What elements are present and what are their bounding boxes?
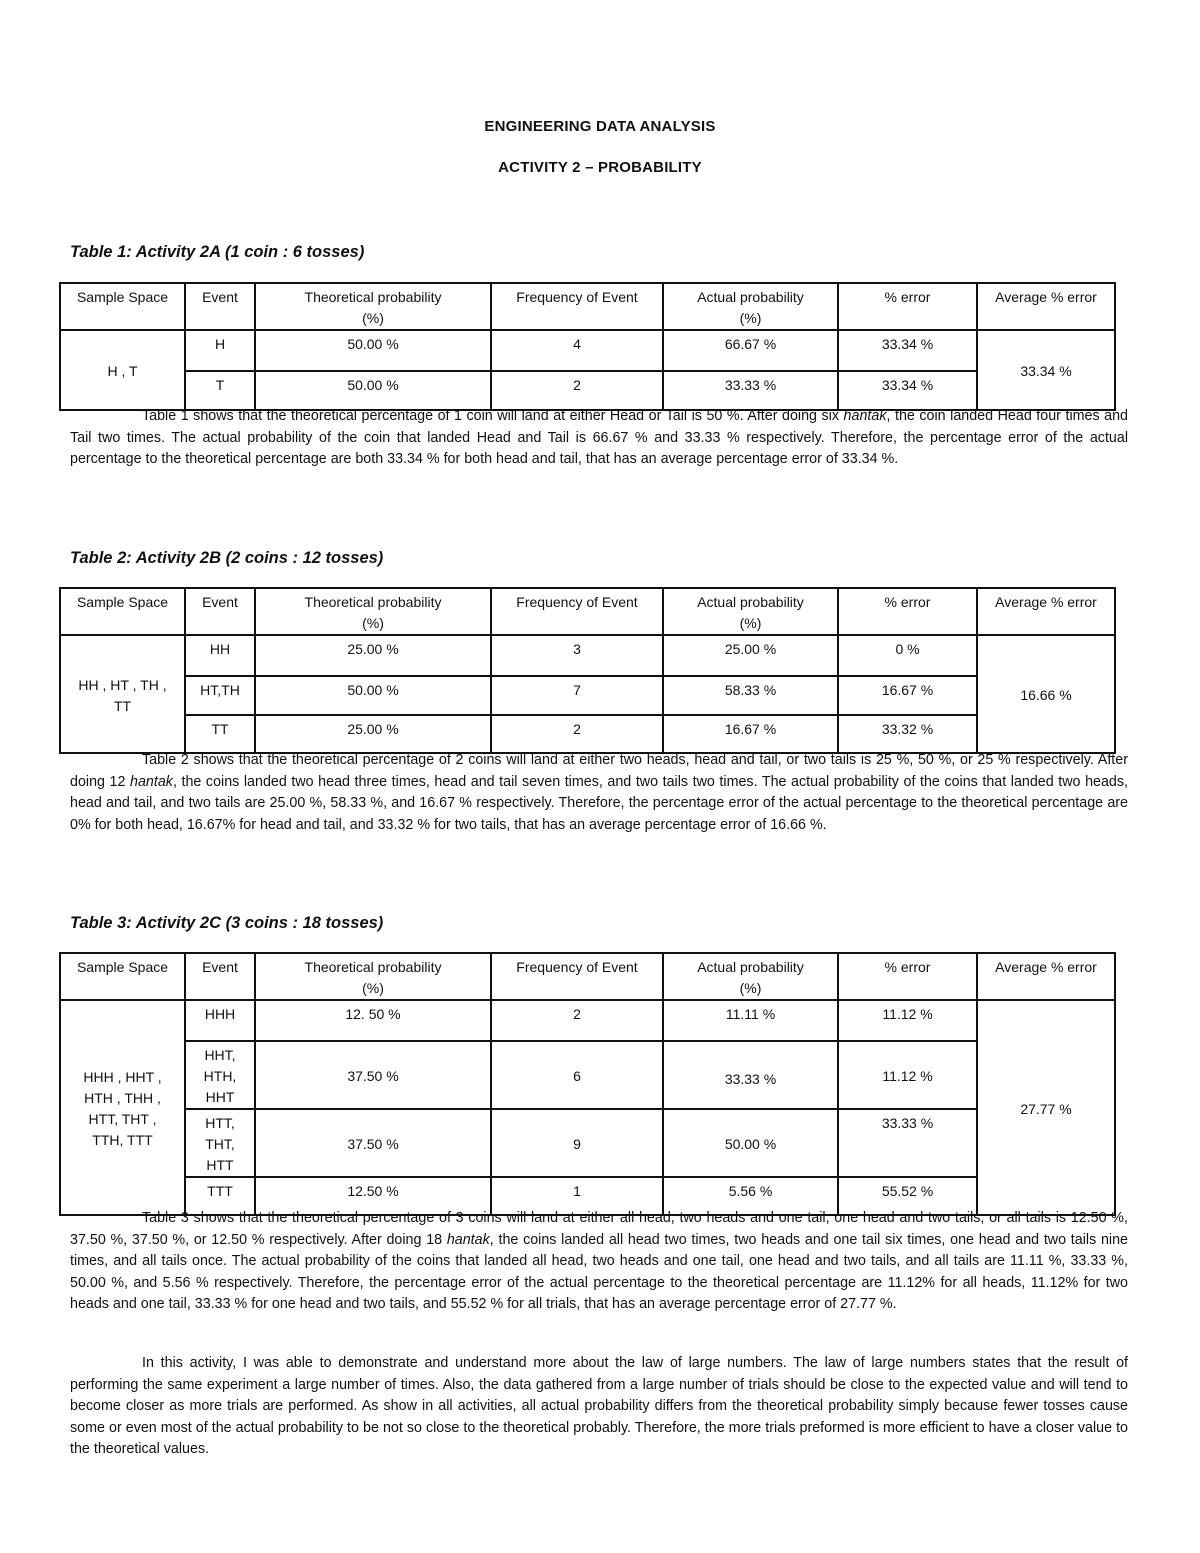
event-cell: H (185, 330, 255, 371)
frequency-cell: 7 (491, 676, 663, 715)
header-event: Event (185, 283, 255, 330)
header-sample-space: Sample Space (60, 283, 185, 330)
table-1-caption: Table 1: Activity 2A (1 coin : 6 tosses) (70, 243, 365, 261)
actual-cell: 33.33 % (663, 1041, 838, 1109)
table-row (60, 1109, 1115, 1177)
error-cell: 16.67 % (838, 676, 977, 715)
frequency-cell: 2 (491, 1000, 663, 1041)
table-row (60, 330, 1115, 371)
error-cell: 33.33 % (838, 1109, 977, 1177)
average-error-cell: 27.77 % (977, 1000, 1115, 1215)
document-subtitle: ACTIVITY 2 – PROBABILITY (498, 159, 702, 176)
header-theoretical: Theoretical probability (%) (255, 588, 491, 635)
header-frequency: Frequency of Event (491, 283, 663, 330)
table-2-header-row (60, 588, 1115, 635)
theoretical-cell: 25.00 % (255, 635, 491, 676)
table-row (60, 635, 1115, 676)
header-theoretical: Theoretical probability (%) (255, 283, 491, 330)
frequency-cell: 2 (491, 715, 663, 753)
sample-space-cell: HHH , HHT , HTH , THH , HTT, THT , TTH, TTT (60, 1000, 185, 1215)
actual-cell: 50.00 % (663, 1109, 838, 1177)
table-2 (59, 587, 1116, 754)
error-cell: 55.52 % (838, 1177, 977, 1215)
error-cell: 0 % (838, 635, 977, 676)
header-average-error: Average % error (977, 953, 1115, 1000)
table-1-description: Table 1 shows that the theoretical percentage of 1 coin will land at either Head or Tail is 50 %. After doing six hantak, the coin landed Head four times and Tail two times. The actual probability of the coin that landed Head and Tail is 66.67 % and 33.33 % respectively. Therefore, the percentage error of the actual percentage to the theoretical percentage are both 33.34 % for both head and tail, that has an average percentage error of 33.34 %. (70, 408, 1129, 467)
average-error-cell: 33.34 % (977, 330, 1115, 410)
table-1 (59, 282, 1116, 411)
table-2-caption: Table 2: Activity 2B (2 coins : 12 tosses) (70, 549, 384, 567)
header-error: % error (838, 283, 977, 330)
error-cell: 33.34 % (838, 330, 977, 371)
theoretical-cell: 12.50 % (255, 1177, 491, 1215)
sample-space-cell: H , T (60, 330, 185, 410)
actual-cell: 11.11 % (663, 1000, 838, 1041)
header-actual: Actual probability (%) (663, 953, 838, 1000)
actual-cell: 5.56 % (663, 1177, 838, 1215)
frequency-cell: 6 (491, 1041, 663, 1109)
table-2-description: Table 2 shows that the theoretical percentage of 2 coins will land at either two heads, head and tail, or two tails is 25 %, 50 %, or 25 % respectively. After doing 12 hantak, the coins landed two head three times, head and tail seven times, and two tails two times. The actual probability of the coins that landed two heads, head and tail, and two tails are 25.00 %, 58.33 %, and 16.67 % respectively. Therefore, the percentage error of the actual percentage to the theoretical percentage are 0% for both head, 16.67% for head and tail, and 33.32 % for two tails, that has an average percentage error of 16.66 %. (70, 752, 1128, 833)
event-cell: TT (185, 715, 255, 753)
event-cell: HT,TH (185, 676, 255, 715)
header-frequency: Frequency of Event (491, 588, 663, 635)
frequency-cell: 9 (491, 1109, 663, 1177)
frequency-cell: 3 (491, 635, 663, 676)
header-event: Event (185, 588, 255, 635)
table-row (60, 371, 1115, 410)
conclusion-paragraph: In this activity, I was able to demonstrate and understand more about the law of large numbers. The law of large numbers states that the result of performing the same experiment a large number of times. Also, the data gathered from a large number of trials should be close to the expected value and will tend to become closer as more trials are performed. As show in all activities, all actual probability differs from the theoretical probability simply because fewer tosses cause some or even most of the actual probability to be not so close to the theoretical probably. Therefore, the more trials preformed is more efficient to have a closer value to the theoretical values. (70, 1355, 1128, 1457)
average-error-cell: 16.66 % (977, 635, 1115, 753)
theoretical-cell: 37.50 % (255, 1041, 491, 1109)
table-row (60, 1000, 1115, 1041)
event-cell: HHT, HTH, HHT (185, 1041, 255, 1109)
table-row (60, 715, 1115, 753)
table-3 (59, 952, 1116, 1216)
event-cell: T (185, 371, 255, 410)
actual-cell: 33.33 % (663, 371, 838, 410)
error-cell: 11.12 % (838, 1000, 977, 1041)
theoretical-cell: 50.00 % (255, 330, 491, 371)
table-row (60, 676, 1115, 715)
header-error: % error (838, 588, 977, 635)
table-3-description: Table 3 shows that the theoretical percentage of 3 coins will land at either all head, two heads and one tail, one head and two tails, or all tails is 12.50 %, 37.50 %, 37.50 %, or 12.50 % respectively. After doing 18 hantak, the coins landed all head two times, two heads and one tail six times, one head and two tails nine times, and all tails once. The actual probability of the coins that landed all head, two heads and one tail, one head and two tails, and all tails are 11.11 %, 33.33 %, 50.00 %, and 5.56 % respectively. Therefore, the percentage error of the actual percentage to the theoretical percentage are 11.12% for all heads, 11.12% for two heads and one tail, 33.33 % for one head and two tails, and 55.52 % for all trials, that has an average percentage error of 27.77 %. (70, 1210, 1128, 1312)
actual-cell: 58.33 % (663, 676, 838, 715)
sample-space-cell: HH , HT , TH , TT (60, 635, 185, 753)
event-cell: HHH (185, 1000, 255, 1041)
header-average-error: Average % error (977, 588, 1115, 635)
header-theoretical: Theoretical probability (%) (255, 953, 491, 1000)
theoretical-cell: 50.00 % (255, 676, 491, 715)
header-actual: Actual probability (%) (663, 588, 838, 635)
theoretical-cell: 12. 50 % (255, 1000, 491, 1041)
header-sample-space: Sample Space (60, 953, 185, 1000)
theoretical-cell: 37.50 % (255, 1109, 491, 1177)
event-cell: HTT, THT, HTT (185, 1109, 255, 1177)
theoretical-cell: 25.00 % (255, 715, 491, 753)
frequency-cell: 1 (491, 1177, 663, 1215)
table-3-header-row (60, 953, 1115, 1000)
event-cell: TTT (185, 1177, 255, 1215)
error-cell: 33.32 % (838, 715, 977, 753)
header-sample-space: Sample Space (60, 588, 185, 635)
theoretical-cell: 50.00 % (255, 371, 491, 410)
table-row (60, 1041, 1115, 1109)
error-cell: 11.12 % (838, 1041, 977, 1109)
header-average-error: Average % error (977, 283, 1115, 330)
header-actual: Actual probability (%) (663, 283, 838, 330)
header-error: % error (838, 953, 977, 1000)
document-title: ENGINEERING DATA ANALYSIS (484, 118, 716, 135)
table-3-caption: Table 3: Activity 2C (3 coins : 18 tosses) (70, 914, 384, 932)
frequency-cell: 4 (491, 330, 663, 371)
event-cell: HH (185, 635, 255, 676)
error-cell: 33.34 % (838, 371, 977, 410)
actual-cell: 16.67 % (663, 715, 838, 753)
table-1-header-row (60, 283, 1115, 330)
header-frequency: Frequency of Event (491, 953, 663, 1000)
actual-cell: 25.00 % (663, 635, 838, 676)
frequency-cell: 2 (491, 371, 663, 410)
header-event: Event (185, 953, 255, 1000)
actual-cell: 66.67 % (663, 330, 838, 371)
